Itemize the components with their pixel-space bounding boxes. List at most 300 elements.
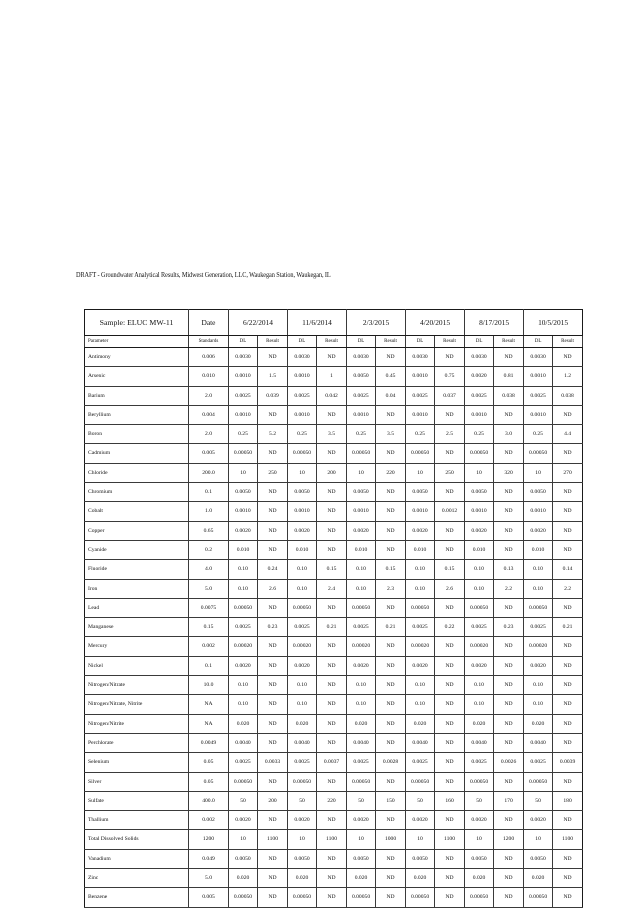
standard-value: 0.1 — [189, 656, 229, 675]
results-table — [84, 309, 583, 908]
result-cell: ND — [435, 714, 465, 733]
result-cell: ND — [494, 405, 524, 424]
result-cell: 0.0012 — [435, 502, 465, 521]
detection-limit-cell: 0.0030 — [347, 348, 376, 367]
result-cell: 3.5 — [317, 425, 347, 444]
result-cell: ND — [553, 521, 583, 540]
result-cell: ND — [553, 405, 583, 424]
result-cell: 250 — [258, 463, 288, 482]
detection-limit-cell: 0.00020 — [524, 637, 553, 656]
result-cell: ND — [494, 695, 524, 714]
detection-limit-cell: 0.0040 — [524, 733, 553, 752]
detection-limit-cell: 0.00050 — [288, 444, 317, 463]
result-cell: ND — [317, 849, 347, 868]
result-cell: ND — [435, 733, 465, 752]
detection-limit-cell: 0.0025 — [229, 386, 258, 405]
result-column-header: Result — [435, 336, 465, 348]
result-cell: ND — [376, 676, 406, 695]
result-cell: ND — [553, 502, 583, 521]
result-cell: ND — [258, 483, 288, 502]
table-row — [85, 869, 583, 888]
detection-limit-cell: 0.020 — [229, 714, 258, 733]
detection-limit-cell: 0.00050 — [524, 772, 553, 791]
detection-limit-cell: 0.00050 — [347, 888, 376, 907]
standard-value: 0.006 — [189, 348, 229, 367]
result-cell: 2.4 — [317, 579, 347, 598]
result-cell: ND — [494, 502, 524, 521]
parameter-name: Perchlorate — [85, 733, 189, 752]
detection-limit-cell: 0.0050 — [524, 849, 553, 868]
result-cell: ND — [258, 676, 288, 695]
table-row — [85, 753, 583, 772]
detection-limit-cell: 0.0040 — [229, 733, 258, 752]
result-cell: ND — [553, 656, 583, 675]
result-cell: 0.15 — [317, 560, 347, 579]
result-cell: 180 — [553, 791, 583, 810]
detection-limit-cell: 0.0020 — [524, 521, 553, 540]
result-cell: 150 — [376, 791, 406, 810]
dl-column-header: DL — [288, 336, 317, 348]
detection-limit-cell: 0.0050 — [406, 483, 435, 502]
standard-value: 10.0 — [189, 676, 229, 695]
result-cell: 1 — [317, 367, 347, 386]
detection-limit-cell: 0.0010 — [406, 405, 435, 424]
detection-limit-cell: 0.0050 — [406, 849, 435, 868]
standard-value: 0.005 — [189, 444, 229, 463]
detection-limit-cell: 0.00050 — [465, 444, 494, 463]
detection-limit-cell: 0.020 — [229, 869, 258, 888]
result-cell: ND — [317, 348, 347, 367]
result-cell: ND — [258, 444, 288, 463]
detection-limit-cell: 0.00050 — [406, 888, 435, 907]
detection-limit-cell: 0.10 — [465, 560, 494, 579]
table-row — [85, 888, 583, 907]
detection-limit-cell: 0.0050 — [524, 483, 553, 502]
table-row — [85, 425, 583, 444]
result-cell: 220 — [317, 791, 347, 810]
detection-limit-cell: 0.0020 — [347, 656, 376, 675]
parameter-name: Arsenic — [85, 367, 189, 386]
detection-limit-cell: 0.0020 — [288, 811, 317, 830]
result-cell: ND — [494, 656, 524, 675]
result-cell: 250 — [435, 463, 465, 482]
detection-limit-cell: 0.10 — [406, 560, 435, 579]
result-cell: ND — [376, 656, 406, 675]
detection-limit-cell: 10 — [524, 463, 553, 482]
detection-limit-cell: 0.0025 — [229, 753, 258, 772]
sample-date: 2/3/2015 — [347, 310, 406, 336]
result-cell: 170 — [494, 791, 524, 810]
result-cell: 2.2 — [494, 579, 524, 598]
result-cell: ND — [317, 405, 347, 424]
result-cell: ND — [494, 849, 524, 868]
result-cell: 3.5 — [376, 425, 406, 444]
detection-limit-cell: 0.0040 — [465, 733, 494, 752]
detection-limit-cell: 0.0010 — [524, 367, 553, 386]
detection-limit-cell: 0.10 — [465, 676, 494, 695]
result-cell: ND — [376, 772, 406, 791]
result-cell: 2.3 — [376, 579, 406, 598]
standard-value: 0.004 — [189, 405, 229, 424]
detection-limit-cell: 0.010 — [524, 540, 553, 559]
result-cell: ND — [553, 637, 583, 656]
detection-limit-cell: 0.10 — [288, 579, 317, 598]
result-cell: ND — [317, 656, 347, 675]
result-cell: ND — [258, 772, 288, 791]
result-cell: ND — [553, 483, 583, 502]
parameter-name: Sulfate — [85, 791, 189, 810]
result-cell: 0.23 — [258, 618, 288, 637]
detection-limit-cell: 0.0040 — [347, 733, 376, 752]
detection-limit-cell: 0.0020 — [524, 811, 553, 830]
detection-limit-cell: 0.0025 — [288, 753, 317, 772]
detection-limit-cell: 50 — [524, 791, 553, 810]
detection-limit-cell: 0.0010 — [465, 502, 494, 521]
detection-limit-cell: 0.0025 — [524, 618, 553, 637]
standards-column-header: Standards — [189, 336, 229, 348]
table-row — [85, 405, 583, 424]
parameter-name: Chromium — [85, 483, 189, 502]
result-cell: ND — [435, 521, 465, 540]
detection-limit-cell: 0.0010 — [229, 502, 258, 521]
detection-limit-cell: 0.00020 — [229, 637, 258, 656]
detection-limit-cell: 0.0050 — [288, 483, 317, 502]
detection-limit-cell: 0.00050 — [288, 772, 317, 791]
detection-limit-cell: 0.0025 — [347, 618, 376, 637]
detection-limit-cell: 0.00020 — [347, 637, 376, 656]
result-cell: 0.81 — [494, 367, 524, 386]
detection-limit-cell: 0.10 — [229, 579, 258, 598]
result-cell: ND — [435, 540, 465, 559]
sample-date: 10/5/2015 — [524, 310, 583, 336]
table-row — [85, 791, 583, 810]
detection-limit-cell: 0.0025 — [524, 753, 553, 772]
result-cell: 0.21 — [376, 618, 406, 637]
standard-value: 4.0 — [189, 560, 229, 579]
detection-limit-cell: 10 — [524, 830, 553, 849]
result-cell: 0.13 — [494, 560, 524, 579]
table-row — [85, 676, 583, 695]
detection-limit-cell: 0.0025 — [406, 753, 435, 772]
result-cell: ND — [435, 405, 465, 424]
detection-limit-cell: 0.0010 — [524, 502, 553, 521]
parameter-name: Manganese — [85, 618, 189, 637]
result-cell: 0.039 — [258, 386, 288, 405]
result-cell: ND — [435, 869, 465, 888]
result-cell: ND — [258, 656, 288, 675]
result-cell: ND — [435, 483, 465, 502]
detection-limit-cell: 0.0020 — [347, 521, 376, 540]
result-cell: ND — [317, 714, 347, 733]
result-cell: ND — [258, 405, 288, 424]
detection-limit-cell: 0.0020 — [465, 521, 494, 540]
detection-limit-cell: 0.10 — [406, 579, 435, 598]
standard-value: 0.2 — [189, 540, 229, 559]
result-cell: ND — [258, 869, 288, 888]
parameter-name: Chloride — [85, 463, 189, 482]
detection-limit-cell: 0.10 — [229, 676, 258, 695]
parameter-name: Nitrogen/Nitrate — [85, 676, 189, 695]
detection-limit-cell: 0.0010 — [406, 502, 435, 521]
detection-limit-cell: 0.10 — [406, 676, 435, 695]
report-caption: DRAFT - Groundwater Analytical Results, Midwest Generation, LLC, Waukegan Station, Waukegan, IL — [76, 270, 331, 279]
detection-limit-cell: 0.0020 — [465, 367, 494, 386]
detection-limit-cell: 0.0010 — [229, 367, 258, 386]
result-cell: ND — [258, 502, 288, 521]
results-table-container — [84, 309, 576, 901]
result-cell: 0.15 — [376, 560, 406, 579]
detection-limit-cell: 50 — [465, 791, 494, 810]
result-cell: ND — [494, 772, 524, 791]
table-row — [85, 560, 583, 579]
standard-value: 0.05 — [189, 772, 229, 791]
result-cell: 1100 — [258, 830, 288, 849]
standard-value: 1200 — [189, 830, 229, 849]
result-cell: 1000 — [376, 830, 406, 849]
detection-limit-cell: 0.020 — [406, 869, 435, 888]
detection-limit-cell: 0.10 — [524, 676, 553, 695]
result-cell: ND — [317, 733, 347, 752]
detection-limit-cell: 10 — [288, 463, 317, 482]
result-cell: 0.14 — [553, 560, 583, 579]
result-cell: ND — [376, 849, 406, 868]
result-cell: ND — [494, 676, 524, 695]
detection-limit-cell: 0.0010 — [465, 405, 494, 424]
result-cell: ND — [494, 733, 524, 752]
dl-column-header: DL — [406, 336, 435, 348]
detection-limit-cell: 0.0040 — [406, 733, 435, 752]
standard-value: 0.0075 — [189, 598, 229, 617]
result-cell: 0.22 — [435, 618, 465, 637]
table-row — [85, 348, 583, 367]
result-cell: 0.0028 — [376, 753, 406, 772]
result-cell: 0.038 — [553, 386, 583, 405]
result-cell: ND — [494, 521, 524, 540]
result-cell: ND — [317, 540, 347, 559]
table-row — [85, 637, 583, 656]
table-row — [85, 733, 583, 752]
result-cell: ND — [494, 483, 524, 502]
standard-value: NA — [189, 695, 229, 714]
standard-value: 0.0049 — [189, 733, 229, 752]
standard-value: 0.65 — [189, 521, 229, 540]
result-cell: 4.4 — [553, 425, 583, 444]
standard-value: 0.05 — [189, 753, 229, 772]
result-cell: 1100 — [435, 830, 465, 849]
table-row — [85, 849, 583, 868]
detection-limit-cell: 0.00050 — [465, 772, 494, 791]
dl-column-header: DL — [465, 336, 494, 348]
detection-limit-cell: 0.25 — [524, 425, 553, 444]
table-row — [85, 540, 583, 559]
table-row — [85, 695, 583, 714]
result-cell: ND — [317, 811, 347, 830]
result-cell: ND — [258, 598, 288, 617]
result-cell: ND — [317, 502, 347, 521]
detection-limit-cell: 10 — [229, 830, 258, 849]
table-row — [85, 656, 583, 675]
result-cell: ND — [553, 869, 583, 888]
parameter-name: Mercury — [85, 637, 189, 656]
detection-limit-cell: 0.0050 — [288, 849, 317, 868]
result-cell: ND — [317, 483, 347, 502]
result-cell: 2.6 — [258, 579, 288, 598]
parameter-name: Thallium — [85, 811, 189, 830]
detection-limit-cell: 0.0030 — [288, 348, 317, 367]
sample-date: 4/20/2015 — [406, 310, 465, 336]
result-cell: 1100 — [317, 830, 347, 849]
result-cell: 0.042 — [317, 386, 347, 405]
detection-limit-cell: 0.0025 — [288, 386, 317, 405]
detection-limit-cell: 0.10 — [288, 676, 317, 695]
detection-limit-cell: 0.10 — [406, 695, 435, 714]
result-cell: 0.45 — [376, 367, 406, 386]
result-cell: 0.0037 — [317, 753, 347, 772]
result-column-header: Result — [494, 336, 524, 348]
result-cell: ND — [553, 444, 583, 463]
detection-limit-cell: 0.0010 — [229, 405, 258, 424]
detection-limit-cell: 0.0025 — [465, 753, 494, 772]
result-cell: ND — [435, 811, 465, 830]
detection-limit-cell: 0.0020 — [229, 656, 258, 675]
detection-limit-cell: 0.0010 — [288, 405, 317, 424]
table-row — [85, 386, 583, 405]
standard-value: 200.0 — [189, 463, 229, 482]
result-cell: 0.038 — [494, 386, 524, 405]
parameter-name: Zinc — [85, 869, 189, 888]
detection-limit-cell: 0.0050 — [229, 849, 258, 868]
result-cell: ND — [376, 695, 406, 714]
detection-limit-cell: 0.0010 — [288, 502, 317, 521]
detection-limit-cell: 0.020 — [288, 714, 317, 733]
result-cell: ND — [553, 540, 583, 559]
detection-limit-cell: 0.0025 — [406, 618, 435, 637]
detection-limit-cell: 0.10 — [465, 695, 494, 714]
result-cell: ND — [317, 869, 347, 888]
result-cell: ND — [376, 811, 406, 830]
standard-value: 0.002 — [189, 637, 229, 656]
detection-limit-cell: 0.10 — [524, 695, 553, 714]
result-cell: ND — [435, 753, 465, 772]
result-cell: ND — [376, 483, 406, 502]
result-cell: 0.24 — [258, 560, 288, 579]
detection-limit-cell: 0.10 — [524, 560, 553, 579]
standard-value: 5.0 — [189, 579, 229, 598]
detection-limit-cell: 0.0020 — [347, 811, 376, 830]
detection-limit-cell: 0.0020 — [288, 521, 317, 540]
parameter-name: Nitrogen/Nitrite — [85, 714, 189, 733]
detection-limit-cell: 0.00020 — [406, 637, 435, 656]
detection-limit-cell: 0.0030 — [465, 348, 494, 367]
header-row — [85, 310, 583, 336]
detection-limit-cell: 10 — [406, 830, 435, 849]
result-cell: ND — [494, 869, 524, 888]
detection-limit-cell: 10 — [406, 463, 435, 482]
result-cell: ND — [435, 637, 465, 656]
detection-limit-cell: 0.0010 — [347, 502, 376, 521]
result-cell: 3.0 — [494, 425, 524, 444]
result-cell: 0.21 — [317, 618, 347, 637]
parameter-name: Cyanide — [85, 540, 189, 559]
result-cell: ND — [553, 714, 583, 733]
result-cell: 1100 — [553, 830, 583, 849]
table-row — [85, 367, 583, 386]
standard-value: 1.0 — [189, 502, 229, 521]
detection-limit-cell: 0.020 — [347, 714, 376, 733]
result-cell: 0.0026 — [494, 753, 524, 772]
detection-limit-cell: 0.10 — [465, 579, 494, 598]
standard-value: 0.049 — [189, 849, 229, 868]
parameter-column-header: Parameter — [85, 336, 189, 348]
detection-limit-cell: 0.25 — [406, 425, 435, 444]
standard-value: 0.1 — [189, 483, 229, 502]
parameter-name: Nickel — [85, 656, 189, 675]
result-cell: 270 — [553, 463, 583, 482]
detection-limit-cell: 0.0010 — [288, 367, 317, 386]
detection-limit-cell: 0.0020 — [465, 656, 494, 675]
detection-limit-cell: 0.0020 — [465, 811, 494, 830]
detection-limit-cell: 0.0030 — [229, 348, 258, 367]
result-cell: ND — [376, 444, 406, 463]
detection-limit-cell: 0.0050 — [347, 849, 376, 868]
result-cell: 160 — [435, 791, 465, 810]
result-column-header: Result — [376, 336, 406, 348]
detection-limit-cell: 0.0025 — [229, 618, 258, 637]
date-label: Date — [189, 310, 229, 336]
parameter-name: Cobalt — [85, 502, 189, 521]
result-cell: ND — [317, 637, 347, 656]
detection-limit-cell: 0.00020 — [465, 637, 494, 656]
detection-limit-cell: 0.00050 — [229, 772, 258, 791]
result-cell: ND — [376, 502, 406, 521]
detection-limit-cell: 0.0020 — [229, 521, 258, 540]
sample-date: 6/22/2014 — [229, 310, 288, 336]
result-cell: ND — [376, 733, 406, 752]
detection-limit-cell: 0.00050 — [465, 598, 494, 617]
table-row — [85, 830, 583, 849]
result-cell: ND — [258, 714, 288, 733]
table-row — [85, 579, 583, 598]
result-cell: ND — [317, 598, 347, 617]
detection-limit-cell: 0.10 — [347, 695, 376, 714]
result-cell: ND — [258, 849, 288, 868]
detection-limit-cell: 0.0020 — [406, 656, 435, 675]
result-cell: ND — [553, 733, 583, 752]
detection-limit-cell: 0.0020 — [288, 656, 317, 675]
result-cell: ND — [553, 348, 583, 367]
result-cell: ND — [317, 772, 347, 791]
result-cell: ND — [376, 348, 406, 367]
dl-column-header: DL — [347, 336, 376, 348]
result-cell: 1.2 — [553, 367, 583, 386]
results-table-body — [85, 310, 583, 908]
detection-limit-cell: 0.0025 — [347, 386, 376, 405]
standard-value: 400.0 — [189, 791, 229, 810]
detection-limit-cell: 50 — [347, 791, 376, 810]
result-cell: ND — [553, 676, 583, 695]
table-row — [85, 483, 583, 502]
detection-limit-cell: 0.0025 — [465, 386, 494, 405]
detection-limit-cell: 0.10 — [347, 579, 376, 598]
detection-limit-cell: 50 — [288, 791, 317, 810]
detection-limit-cell: 0.00050 — [524, 888, 553, 907]
detection-limit-cell: 0.0050 — [347, 483, 376, 502]
detection-limit-cell: 10 — [465, 830, 494, 849]
result-cell: ND — [494, 348, 524, 367]
result-cell: ND — [317, 521, 347, 540]
result-cell: ND — [258, 695, 288, 714]
standard-value: NA — [189, 714, 229, 733]
